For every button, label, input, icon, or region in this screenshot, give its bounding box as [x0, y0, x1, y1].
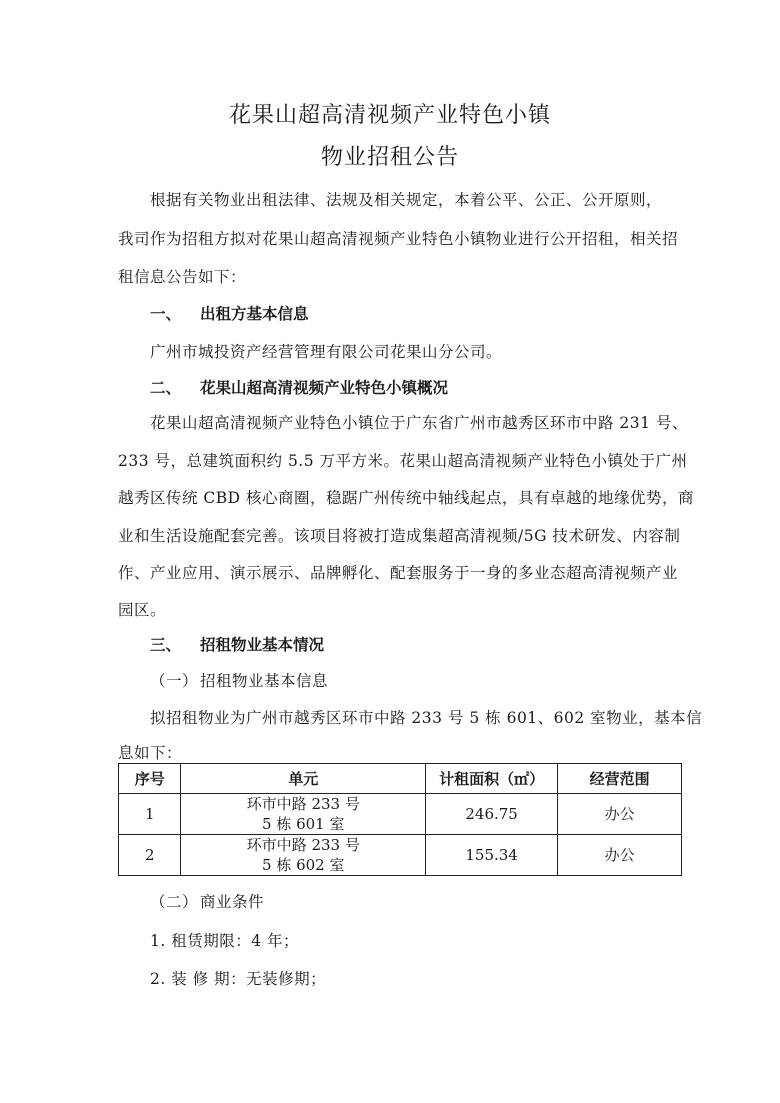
table-row [119, 794, 682, 835]
subsection-2-number: （二） [150, 893, 199, 911]
section-2-heading [150, 376, 448, 398]
section-3-heading [150, 633, 324, 655]
section-1-title: 出租方基本信息 [200, 305, 309, 323]
section-2-line-4: 业和生活设施配套完善。该项目将被打造成集超高清视频/5G 技术研发、内容制 [118, 527, 681, 545]
table-row [119, 835, 682, 876]
section-2-line-1: 花果山超高清视频产业特色小镇位于广东省广州市越秀区环市中路 231 号、 [150, 414, 688, 432]
row-unit-line1: 环市中路 233 号 [246, 795, 360, 813]
row-unit-line2: 5 栋 601 室 [262, 815, 345, 833]
property-table [118, 763, 682, 876]
section-1-heading [150, 302, 309, 324]
subsection-1-line-2: 息如下： [118, 744, 183, 762]
section-2-line-2: 233 号，总建筑面积约 5.5 万平方米。花果山超高清视频产业特色小镇处于广州 [118, 452, 688, 470]
row-unit-line1: 环市中路 233 号 [246, 836, 360, 854]
document-title-line1: 花果山超高清视频产业特色小镇 [228, 103, 551, 128]
header-unit: 单元 [181, 764, 426, 794]
intro-line-1: 根据有关物业出租法律、法规及相关规定，本着公平、公正、公开原则， [150, 191, 663, 209]
commercial-term-2: 2. 装 修 期：无装修期； [150, 970, 327, 988]
table-header-row [119, 764, 682, 794]
row-unit [181, 794, 426, 835]
section-2-line-6: 园区。 [118, 601, 167, 619]
subsection-1-heading [150, 669, 328, 691]
row-area: 155.34 [426, 835, 558, 876]
header-number: 序号 [119, 764, 181, 794]
row-unit-line2: 5 栋 602 室 [262, 856, 345, 874]
header-scope: 经营范围 [558, 764, 682, 794]
section-2-line-3: 越秀区传统 CBD 核心商圈，稳踞广州传统中轴线起点，具有卓越的地缘优势，商 [118, 489, 695, 507]
row-scope: 办公 [558, 794, 682, 835]
subsection-2-heading [150, 890, 264, 912]
section-3-title: 招租物业基本情况 [200, 636, 325, 654]
row-scope: 办公 [558, 835, 682, 876]
section-2-number: 二、 [150, 379, 182, 397]
section-3-number: 三、 [150, 636, 182, 654]
subsection-1-title: 招租物业基本信息 [200, 672, 329, 690]
row-number: 2 [119, 835, 181, 876]
document-title-line2: 物业招租公告 [320, 145, 459, 170]
row-number: 1 [119, 794, 181, 835]
subsection-1-number: （一） [150, 672, 199, 690]
intro-line-3: 租信息公告如下： [118, 268, 247, 286]
row-unit [181, 835, 426, 876]
row-area: 246.75 [426, 794, 558, 835]
section-2-title: 花果山超高清视频产业特色小镇概况 [200, 379, 449, 397]
section-2-line-5: 作、产业应用、演示展示、品牌孵化、配套服务于一身的多业态超高清视频产业 [118, 564, 679, 582]
section-1-number: 一、 [150, 305, 182, 323]
section-1-body: 广州市城投资产经营管理有限公司花果山分公司。 [150, 343, 503, 361]
subsection-2-title: 商业条件 [200, 893, 265, 911]
commercial-term-1: 1. 租赁期限：4 年； [150, 932, 300, 950]
intro-line-2: 我司作为招租方拟对花果山超高清视频产业特色小镇物业进行公开招租，相关招 [118, 230, 679, 248]
subsection-1-line-1: 拟招租物业为广州市越秀区环市中路 233 号 5 栋 601、602 室物业，基本信 [150, 709, 703, 727]
header-area: 计租面积（㎡） [426, 764, 558, 794]
